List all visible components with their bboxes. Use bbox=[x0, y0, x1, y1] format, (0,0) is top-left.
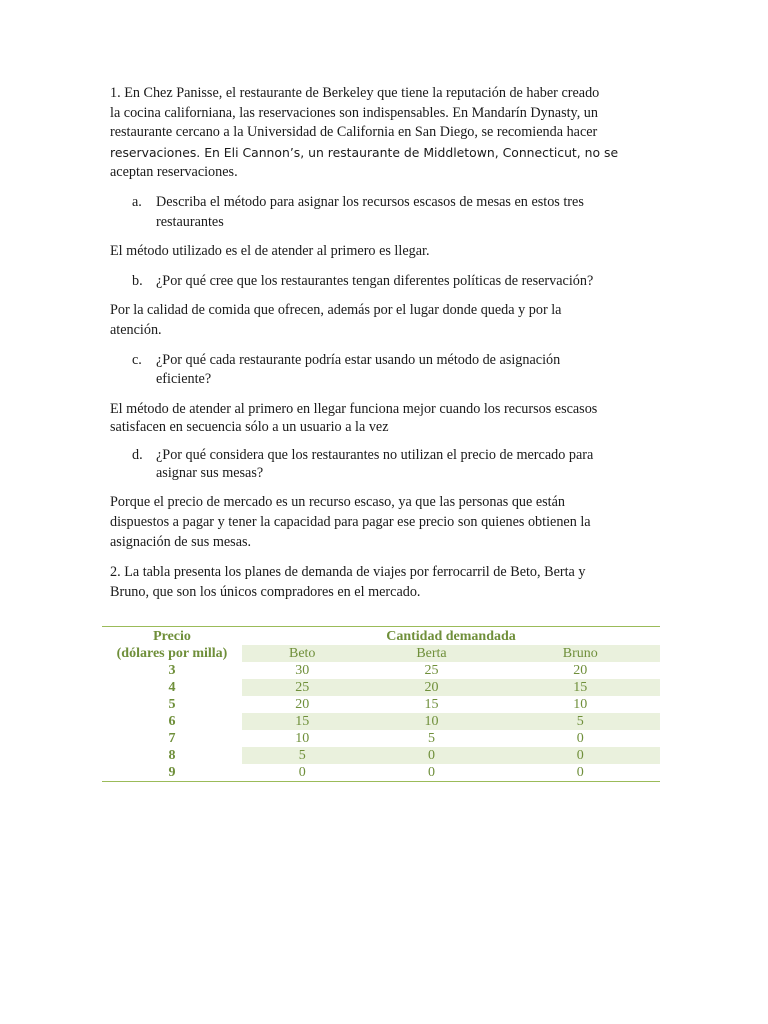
q2-line-2: Bruno, que son los únicos compradores en el mercado. bbox=[110, 583, 421, 600]
beto-cell: 30 bbox=[295, 663, 310, 678]
price-header: Precio bbox=[102, 627, 242, 646]
question-1-intro bbox=[110, 84, 660, 183]
table-row bbox=[102, 730, 660, 747]
table-row bbox=[102, 696, 660, 713]
table-row bbox=[102, 747, 660, 764]
price-cell: 8 bbox=[168, 748, 176, 763]
price-cell: 7 bbox=[168, 731, 176, 746]
a1c-line-1: El método de atender al primero en llegar funciona mejor cuando los recursos escasos bbox=[110, 400, 598, 417]
a1d-line-3: asignación de sus mesas. bbox=[110, 533, 252, 550]
q1b-letter: b. bbox=[132, 272, 143, 289]
q1a-text-1: Describa el método para asignar los recursos escasos de mesas en estos tres bbox=[156, 193, 584, 210]
price-cell: 9 bbox=[102, 764, 242, 782]
berta-cell: 20 bbox=[362, 679, 500, 696]
berta-cell: 10 bbox=[362, 713, 500, 730]
question-1a bbox=[110, 193, 660, 232]
question-1b bbox=[110, 272, 660, 292]
answer-1d bbox=[110, 492, 660, 552]
bruno-cell: 20 bbox=[573, 663, 588, 678]
answer-1a: El método utilizado es el de atender al primero es llegar. bbox=[110, 243, 430, 260]
bruno-cell: 15 bbox=[501, 679, 660, 696]
q1d-text-2: asignar sus mesas? bbox=[156, 464, 264, 481]
berta-cell: 5 bbox=[427, 731, 435, 746]
question-1d bbox=[110, 446, 660, 482]
question-2-intro bbox=[110, 562, 660, 602]
price-unit-header: (dólares por milla) bbox=[116, 646, 228, 661]
buyer-header-berta: Berta bbox=[362, 645, 500, 662]
a1d-line-2: dispuestos a pagar y tener la capacidad para pagar ese precio son quienes obtienen la bbox=[110, 513, 591, 530]
beto-cell: 5 bbox=[242, 747, 362, 764]
beto-cell: 10 bbox=[295, 731, 310, 746]
a1b-line-1: Por la calidad de comida que ofrecen, además por el lugar donde queda y por la bbox=[110, 302, 562, 319]
a1b-line-2: atención. bbox=[110, 321, 162, 338]
bruno-cell: 0 bbox=[576, 731, 584, 746]
table-row bbox=[102, 764, 660, 782]
berta-cell: 0 bbox=[362, 747, 500, 764]
q1a-letter: a. bbox=[132, 193, 142, 210]
table-row bbox=[102, 679, 660, 696]
beto-cell: 20 bbox=[295, 697, 310, 712]
question-1c bbox=[110, 351, 660, 390]
table-row bbox=[102, 662, 660, 679]
answer-1b bbox=[110, 301, 660, 340]
table-header-row bbox=[102, 627, 660, 646]
q1-line-5: aceptan reservaciones. bbox=[110, 164, 238, 181]
q1-line-3: restaurante cercano a la Universidad de California en San Diego, se recomienda hacer bbox=[110, 124, 598, 141]
bruno-cell: 0 bbox=[501, 764, 660, 782]
q1b-text: ¿Por qué cree que los restaurantes tengan diferentes políticas de reservación? bbox=[156, 272, 594, 289]
bruno-cell: 0 bbox=[501, 747, 660, 764]
document-body bbox=[110, 84, 660, 602]
table-subheader-row bbox=[102, 645, 660, 662]
q1d-text-1: ¿Por qué considera que los restaurantes no utilizan el precio de mercado para bbox=[156, 446, 594, 463]
answer-1c bbox=[110, 400, 660, 436]
price-cell: 6 bbox=[168, 714, 176, 729]
buyer-header-bruno: Bruno bbox=[501, 645, 660, 662]
quantity-header: Cantidad demandada bbox=[242, 627, 660, 646]
price-cell: 4 bbox=[168, 680, 176, 695]
bruno-cell: 5 bbox=[501, 713, 660, 730]
q1-line-1: 1. En Chez Panisse, el restaurante de Berkeley que tiene la reputación de haber creado bbox=[110, 85, 600, 101]
q1a-text-2: restaurantes bbox=[156, 213, 224, 230]
q1c-text-2: eficiente? bbox=[156, 371, 212, 388]
berta-cell: 25 bbox=[424, 663, 439, 678]
q2-line-1: 2. La tabla presenta los planes de demanda de viajes por ferrocarril de Beto, Berta y bbox=[110, 563, 586, 580]
q1-line-4: reservaciones. En Eli Cannon’s, un restaurante de Middletown, Connecticut, no se bbox=[110, 144, 619, 160]
q1d-letter: d. bbox=[132, 446, 143, 463]
beto-cell: 0 bbox=[242, 764, 362, 782]
berta-cell: 0 bbox=[362, 764, 500, 782]
table-row bbox=[102, 713, 660, 730]
price-cell: 3 bbox=[168, 663, 176, 678]
demand-table bbox=[102, 626, 660, 782]
price-cell: 5 bbox=[168, 697, 176, 712]
beto-cell: 25 bbox=[242, 679, 362, 696]
a1d-line-1: Porque el precio de mercado es un recurso escaso, ya que las personas que están bbox=[110, 493, 566, 510]
buyer-header-beto: Beto bbox=[242, 645, 362, 662]
q1c-letter: c. bbox=[132, 351, 142, 368]
berta-cell: 15 bbox=[424, 697, 439, 712]
beto-cell: 15 bbox=[242, 713, 362, 730]
q1-line-2: la cocina californiana, las reservaciones son indispensables. En Mandarín Dynasty, un bbox=[110, 104, 598, 121]
bruno-cell: 10 bbox=[573, 697, 588, 712]
a1c-line-2: satisfacen en secuencia sólo a un usuario a la vez bbox=[110, 418, 389, 435]
q1c-text-1: ¿Por qué cada restaurante podría estar usando un método de asignación bbox=[156, 351, 561, 368]
